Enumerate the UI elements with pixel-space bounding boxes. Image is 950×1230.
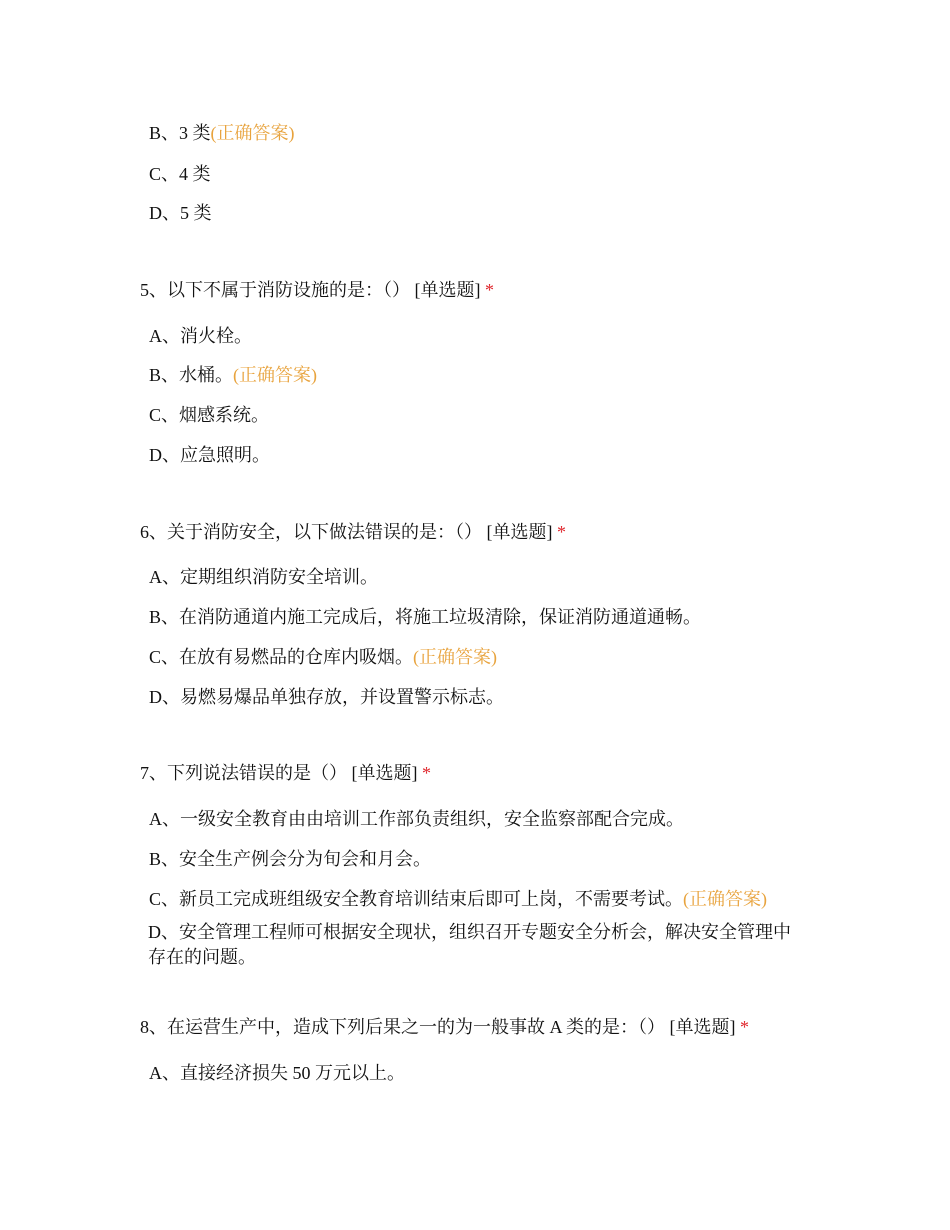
- option-text: B、安全生产例会分为旬会和月会。: [149, 849, 432, 869]
- option-text: C、4 类: [149, 164, 211, 184]
- q5-option-d: [149, 443, 270, 467]
- q5-title: [140, 278, 494, 302]
- q6-option-b: [149, 605, 701, 629]
- q6-title: [140, 520, 566, 544]
- option-text: B、在消防通道内施工完成后，将施工垃圾清除，保证消防通道通畅。: [149, 607, 702, 627]
- option-text: A、直接经济损失 50 万元以上。: [149, 1063, 405, 1083]
- q7-option-a: [149, 807, 684, 831]
- required-mark: *: [557, 522, 566, 542]
- q7-option-c: [149, 887, 767, 911]
- question-text: 8、在运营生产中，造成下列后果之一的为一般事故 A 类的是：（） [单选题]: [140, 1017, 736, 1037]
- question-text: 7、下列说法错误的是（） [单选题]: [140, 763, 418, 783]
- q4-option-d: [149, 201, 212, 225]
- q7-title: [140, 761, 431, 785]
- q4-option-b: [149, 121, 295, 145]
- q6-option-a: [149, 565, 378, 589]
- q5-option-c: [149, 403, 269, 427]
- option-text: D、易燃易爆品单独存放，并设置警示标志。: [149, 687, 504, 707]
- correct-answer-tag: (正确答案): [683, 889, 768, 909]
- q4-option-c: [149, 162, 211, 186]
- q8-option-a: [149, 1061, 405, 1085]
- q5-option-a: [149, 324, 252, 348]
- q6-option-d: [149, 685, 504, 709]
- option-text: C、新员工完成班组级安全教育培训结束后即可上岗，不需要考试。: [149, 889, 684, 909]
- option-text: D、5 类: [149, 203, 212, 223]
- correct-answer-tag: (正确答案): [413, 647, 498, 667]
- question-text: 6、关于消防安全，以下做法错误的是：（） [单选题]: [140, 522, 553, 542]
- required-mark: *: [422, 763, 431, 783]
- required-mark: *: [485, 280, 494, 300]
- q6-option-c: [149, 645, 497, 669]
- option-text: C、烟感系统。: [149, 405, 270, 425]
- correct-answer-tag: (正确答案): [233, 365, 318, 385]
- option-text: D、应急照明。: [149, 445, 270, 465]
- q7-option-b: [149, 847, 431, 871]
- q5-option-b: [149, 363, 317, 387]
- question-text: 5、以下不属于消防设施的是：（） [单选题]: [140, 280, 481, 300]
- option-text: C、在放有易燃品的仓库内吸烟。: [149, 647, 414, 667]
- option-text: A、消火栓。: [149, 326, 252, 346]
- option-text: A、一级安全教育由由培训工作部负责组织，安全监察部配合完成。: [149, 809, 684, 829]
- q7-option-d: [148, 920, 808, 970]
- correct-answer-tag: (正确答案): [210, 123, 295, 143]
- required-mark: *: [740, 1017, 749, 1037]
- option-text: A、定期组织消防安全培训。: [149, 567, 378, 587]
- q8-title: [140, 1015, 749, 1039]
- option-text: D、安全管理工程师可根据安全现状，组织召开专题安全分析会，解决安全管理中存在的问题。: [148, 922, 791, 967]
- option-text: B、3 类: [149, 123, 211, 143]
- option-text: B、水桶。: [149, 365, 234, 385]
